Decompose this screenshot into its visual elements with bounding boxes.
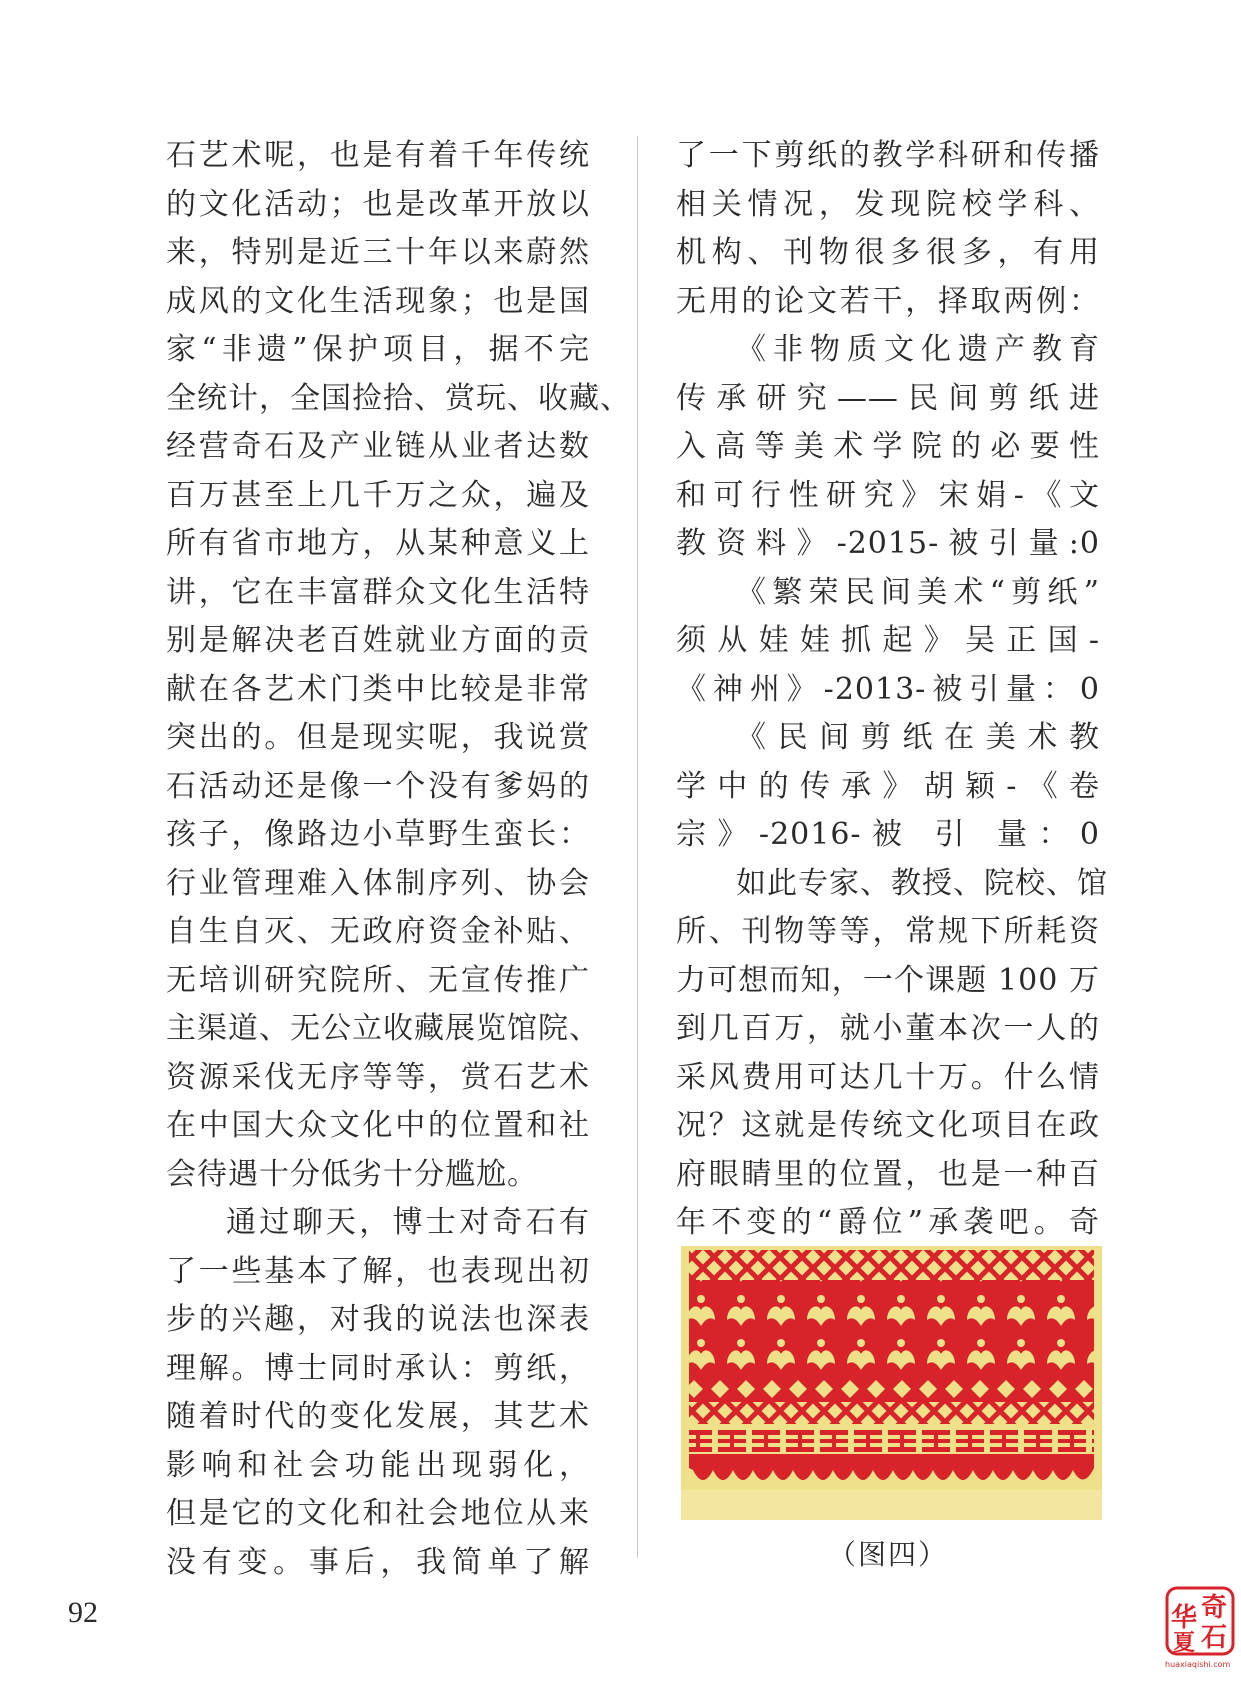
citation-line: 学中的传承》胡颖-《卷 — [676, 768, 1100, 804]
text-line: 资源采伐无序等等，赏石艺术 — [166, 1059, 590, 1095]
citation-line: 《民间剪纸在美术教 — [736, 720, 1100, 755]
text-line: 孩子，像路边小草野生蛮长： — [166, 817, 590, 852]
column-divider — [637, 136, 638, 1558]
svg-text:华: 华 — [1171, 1603, 1198, 1633]
text-line: 力可想而知，一个课题 100 万 — [676, 962, 1100, 998]
right-text-column — [676, 132, 1108, 1248]
text-line: 无用的论文若干，择取两例： — [676, 283, 1100, 319]
citation-line: 宗》-2016-被 引 量：0 — [676, 817, 1100, 852]
svg-text:奇: 奇 — [1201, 1593, 1228, 1623]
text-line: 无培训研究院所、无宣传推广 — [166, 962, 590, 998]
citation-line: 须从娃娃抓起》吴正国- — [676, 623, 1100, 658]
text-line: 理解。博士同时承认：剪纸， — [166, 1350, 590, 1386]
logo-url: huaxiaqishi.com — [1165, 1660, 1231, 1669]
text-line: 别是解决老百姓就业方面的贡 — [166, 623, 590, 658]
logo-seal — [1165, 1586, 1235, 1656]
text-line: 家“非遗”保护项目，据不完 — [166, 332, 590, 367]
paper-cut-photo — [681, 1246, 1102, 1520]
paragraph-start-line: 通过聊天，博士对奇石有 — [226, 1205, 590, 1240]
paper-cut-pattern — [681, 1246, 1102, 1520]
citation-line: 《神州》-2013-被引量：0 — [676, 671, 1100, 707]
paragraph-start-line: 如此专家、教授、院校、馆 — [736, 865, 1108, 901]
text-line: 了一些基本了解，也表现出初 — [166, 1253, 590, 1289]
text-line: 年不变的“爵位”承袭吧。奇 — [676, 1205, 1100, 1240]
citation-line: 传承研究——民间剪纸进 — [676, 380, 1100, 416]
text-line: 府眼睛里的位置，也是一种百 — [676, 1156, 1100, 1192]
text-line: 献在各艺术门类中比较是非常 — [166, 671, 590, 707]
text-line: 到几百万，就小董本次一人的 — [676, 1011, 1100, 1046]
site-watermark-logo — [1165, 1586, 1235, 1678]
text-line: 随着时代的变化发展，其艺术 — [166, 1399, 590, 1434]
text-line: 经营奇石及产业链从业者达数 — [166, 429, 590, 464]
text-line: 会待遇十分低劣十分尴尬。 — [166, 1156, 538, 1192]
text-line: 成风的文化生活现象；也是国 — [166, 283, 590, 319]
text-line: 步的兴趣，对我的说法也深表 — [166, 1302, 590, 1337]
text-line: 但是它的文化和社会地位从来 — [166, 1496, 590, 1531]
left-text-column — [166, 132, 631, 1587]
seal-icon — [1165, 1586, 1235, 1656]
text-line: 全统计，全国捡拾、赏玩、收藏、 — [166, 380, 631, 416]
text-line: 自生自灭、无政府资金补贴、 — [166, 914, 590, 949]
svg-text:石: 石 — [1201, 1623, 1228, 1653]
citation-line: 入高等美术学院的必要性 — [676, 429, 1100, 464]
text-line: 石活动还是像一个没有爹妈的 — [166, 768, 590, 804]
text-line: 的文化活动；也是改革开放以 — [166, 186, 590, 222]
svg-text:夏: 夏 — [1173, 1631, 1196, 1656]
text-line: 百万甚至上几千万之众，遍及 — [166, 477, 590, 513]
text-line: 来，特别是近三十年以来蔚然 — [166, 235, 590, 270]
figure-caption: （图四） — [827, 1538, 948, 1571]
text-line: 机构、刊物很多很多，有用 — [676, 235, 1100, 270]
citation-line: 《非物质文化遗产教育 — [736, 332, 1100, 367]
citation-line: 和可行性研究》宋娟-《文 — [676, 477, 1100, 513]
text-line: 所有省市地方，从某种意义上 — [166, 526, 590, 561]
text-line: 突出的。但是现实呢，我说赏 — [166, 720, 590, 755]
text-line: 影响和社会功能出现弱化， — [166, 1447, 590, 1483]
text-line: 主渠道、无公立收藏展览馆院、 — [166, 1011, 600, 1046]
citation-line: 教资料》-2015-被引量:0 — [676, 526, 1100, 561]
text-line: 相关情况，发现院校学科、 — [676, 186, 1100, 222]
text-line: 行业管理难入体制序列、协会 — [166, 865, 590, 901]
text-line: 没有变。事后，我简单了解 — [166, 1544, 590, 1580]
text-line: 采风费用可达几十万。什么情 — [676, 1059, 1100, 1095]
page-number: 92 — [68, 1596, 98, 1629]
text-line: 在中国大众文化中的位置和社 — [166, 1108, 590, 1143]
text-line: 石艺术呢，也是有着千年传统 — [166, 138, 590, 173]
text-line: 况？这就是传统文化项目在政 — [676, 1108, 1100, 1143]
text-line: 所、刊物等等，常规下所耗资 — [676, 914, 1100, 949]
citation-line: 《繁荣民间美术“剪纸” — [736, 574, 1100, 610]
text-line: 讲，它在丰富群众文化生活特 — [166, 574, 590, 610]
text-line: 了一下剪纸的教学科研和传播 — [676, 138, 1100, 173]
